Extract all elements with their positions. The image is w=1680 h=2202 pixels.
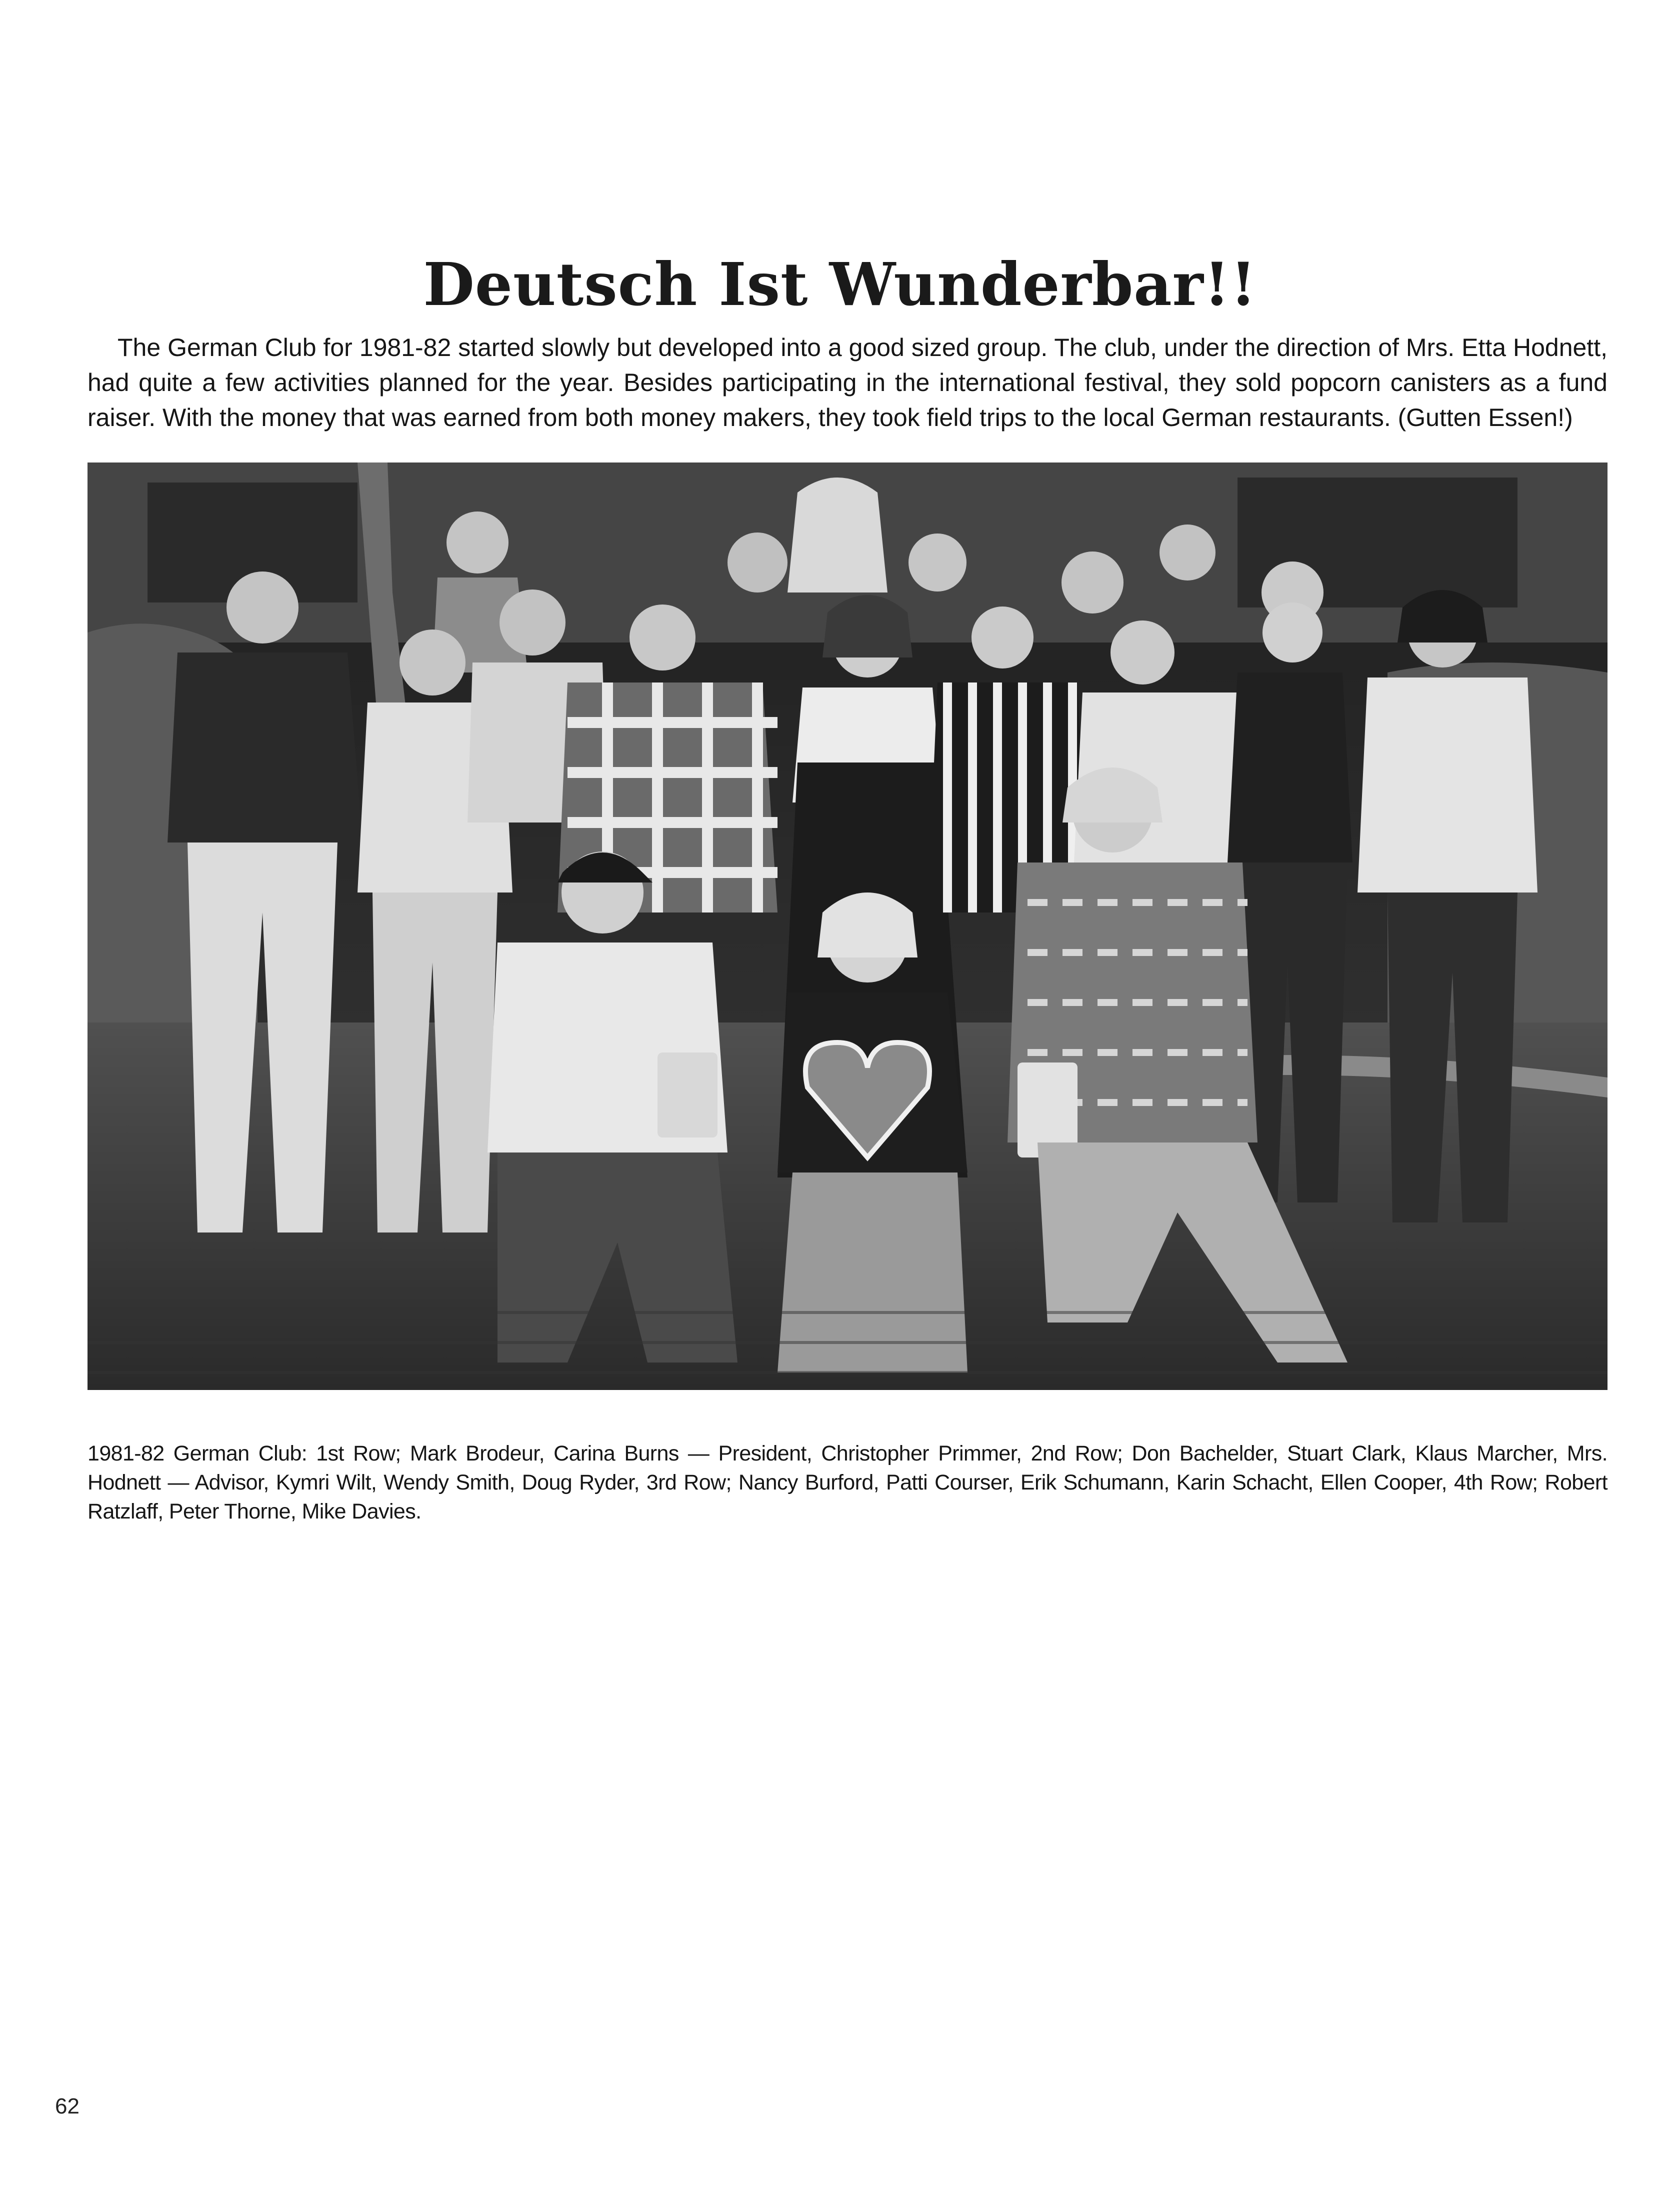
person-head	[1062, 552, 1124, 614]
person-head	[630, 604, 696, 670]
group-photo-illustration	[88, 462, 1608, 1390]
beer-stein	[658, 1052, 718, 1138]
person-shirt	[1358, 678, 1538, 892]
person-vest	[1228, 672, 1352, 862]
page-number: 62	[55, 2094, 80, 2118]
person-head	[1110, 620, 1174, 684]
person-head	[972, 606, 1034, 668]
person-head	[400, 630, 466, 696]
page-title: Deutsch Ist Wunderbar!!	[423, 250, 1257, 320]
person-head	[226, 572, 298, 644]
person-head	[1160, 524, 1216, 580]
group-photo	[88, 462, 1608, 1390]
person-head	[446, 512, 508, 574]
intro-paragraph: The German Club for 1981-82 started slowly but developed into a good sized group. The club, under the direction of Mrs. Etta Hodnett, had quite a few activities planned for the year. Besides participating in the international festival, they sold popcorn canisters as a fund raiser. With the money that was earned from both money makers, they took field trips to the local German restaurants. (Gutten Essen!)	[88, 334, 1608, 432]
person-shirt	[168, 652, 362, 842]
person-head	[908, 534, 966, 592]
person-head	[728, 532, 788, 592]
person-head	[1262, 602, 1322, 662]
person-head	[500, 590, 566, 656]
person-hair	[788, 478, 888, 592]
photo-caption: 1981-82 German Club: 1st Row; Mark Brodeur, Carina Burns — President, Christopher Primmer, 2nd Row; Don Bachelder, Stuart Clark, Klaus Marcher, Mrs. Hodnett — Advisor, Kymri Wilt, Wendy Smith, Doug Ryder, 3rd Row; Nancy Burford, Patti Courser, Erik Schumann, Karin Schacht, Ellen Cooper, 4th Row; Robert Ratzlaff, Peter Thorne, Mike Davies.	[88, 1442, 1608, 1524]
